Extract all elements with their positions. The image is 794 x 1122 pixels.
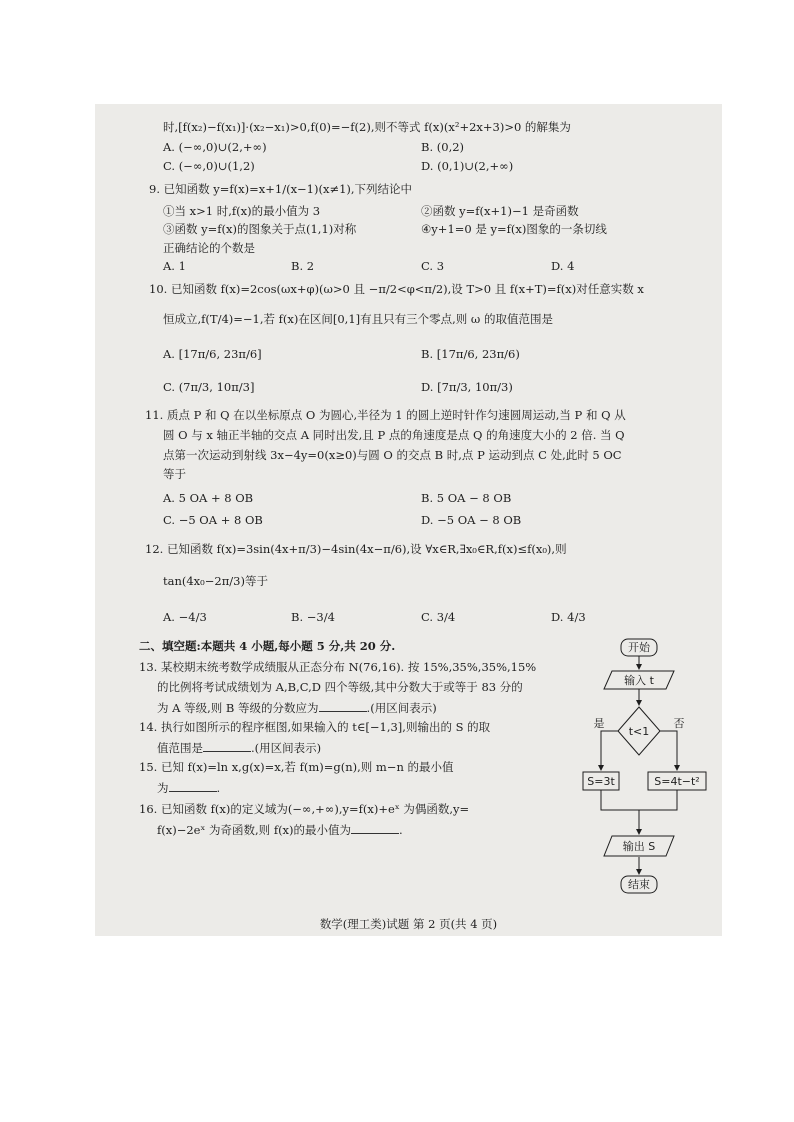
q13-stem-line2: 的比例将考试成绩划为 A,B,C,D 四个等级,其中分数大于或等于 83 分的 <box>157 680 523 694</box>
flowchart-yes-label: 是 <box>593 717 605 730</box>
flowchart-input-label: 输入 t <box>624 674 654 687</box>
q11-stem-line3: 点第一次运动到射线 3x−4y=0(x≥0)与圆 O 的交点 B 时,点 P 运动到点 C 处,此时 5 OC <box>163 448 622 462</box>
q9-statement-1: ①当 x>1 时,f(x)的最小值为 3 <box>163 204 321 218</box>
q14-text-tail: .(用区间表示) <box>251 741 322 755</box>
q9-option-b: B. 2 <box>291 259 315 273</box>
q11-stem-line2: 圆 O 与 x 轴正半轴的交点 A 同时出发,且 P 点的角速度是点 Q 的角速度大小的 2 倍. 当 Q <box>163 428 625 442</box>
flowchart-no-label: 否 <box>673 717 685 730</box>
q12-option-b: B. −3/4 <box>291 610 335 624</box>
q10-option-b: B. [17π/6, 23π/6) <box>421 347 520 361</box>
flowchart-start-label: 开始 <box>628 641 650 654</box>
flowchart-right-label: S=4t−t² <box>654 775 700 788</box>
q16-text: f(x)−2eˣ 为奇函数,则 f(x)的最小值为 <box>157 823 352 837</box>
q10-option-a: A. [17π/6, 23π/6] <box>163 347 262 361</box>
q8-stem: 时,[f(x₂)−f(x₁)]·(x₂−x₁)>0,f(0)=−f(2),则不等式 f(x)(x²+2x+3)>0 的解集为 <box>163 120 571 134</box>
q11-stem-line1: 11. 质点 P 和 Q 在以坐标原点 O 为圆心,半径为 1 的圆上逆时针作匀速圆周运动,当 P 和 Q 从 <box>145 408 626 422</box>
flowchart-end-label: 结束 <box>628 878 650 891</box>
q9-statement-2: ②函数 y=f(x+1)−1 是奇函数 <box>421 204 579 218</box>
q16-stem-line2 <box>157 822 403 838</box>
q15-stem-line2 <box>157 780 220 796</box>
q9-option-c: C. 3 <box>421 259 445 273</box>
q13-stem-line3 <box>157 700 437 716</box>
q9-question: 正确结论的个数是 <box>163 241 255 255</box>
exam-page <box>95 104 722 936</box>
q9-option-d: D. 4 <box>551 259 575 273</box>
q8-option-c: C. (−∞,0)∪(1,2) <box>163 159 255 173</box>
q9-statement-4: ④y+1=0 是 y=f(x)图象的一条切线 <box>421 222 607 236</box>
q12-option-d: D. 4/3 <box>551 610 586 624</box>
q10-stem-line1: 10. 已知函数 f(x)=2cos(ωx+φ)(ω>0 且 −π/2<φ<π/2),设 T>0 且 f(x+T)=f(x)对任意实数 x <box>149 282 644 296</box>
flowchart-left-label: S=3t <box>587 775 615 788</box>
q12-option-c: C. 3/4 <box>421 610 456 624</box>
q11-option-c: C. −5 OA + 8 OB <box>163 513 263 527</box>
q15-text: 为 <box>157 781 169 795</box>
q11-option-b: B. 5 OA − 8 OB <box>421 491 512 505</box>
q15-text-tail: . <box>216 781 221 795</box>
q15-stem-line1: 15. 已知 f(x)=ln x,g(x)=x,若 f(m)=g(n),则 m−n 的最小值 <box>139 760 454 774</box>
q14-text: 值范围是 <box>157 741 203 755</box>
q11-option-d: D. −5 OA − 8 OB <box>421 513 522 527</box>
page-footer: 数学(理工类)试题 第 2 页(共 4 页) <box>319 917 498 931</box>
q12-stem-line2: tan(4x₀−2π/3)等于 <box>163 574 268 588</box>
q16-stem-line1: 16. 已知函数 f(x)的定义域为(−∞,+∞),y=f(x)+eˣ 为偶函数,y= <box>139 802 470 816</box>
q13-text-tail: .(用区间表示) <box>366 701 437 715</box>
q16-answer-blank[interactable] <box>351 822 399 834</box>
flowchart-output-label: 输出 S <box>622 840 656 853</box>
q8-option-d: D. (0,1)∪(2,+∞) <box>421 159 514 173</box>
q14-stem-line1: 14. 执行如图所示的程序框图,如果输入的 t∈[−1,3],则输出的 S 的取 <box>139 720 491 734</box>
q13-text: 为 A 等级,则 B 等级的分数应为 <box>157 701 319 715</box>
q9-statement-3: ③函数 y=f(x)的图象关于点(1,1)对称 <box>163 222 357 236</box>
q12-stem-line1: 12. 已知函数 f(x)=3sin(4x+π/3)−4sin(4x−π/6),设 ∀x∈R,∃x₀∈R,f(x)≤f(x₀),则 <box>145 542 567 556</box>
section-heading: 二、填空题:本题共 4 小题,每小题 5 分,共 20 分. <box>139 639 396 653</box>
q9-option-a: A. 1 <box>163 259 186 273</box>
flow-arrow-no <box>660 731 677 770</box>
q13-stem-line1: 13. 某校期末统考数学成绩服从正态分布 N(76,16). 按 15%,35%,35%,15% <box>139 660 537 674</box>
q16-text-tail: . <box>399 823 403 837</box>
q15-answer-blank[interactable] <box>169 780 217 792</box>
q8-option-a: A. (−∞,0)∪(2,+∞) <box>163 140 267 154</box>
q13-answer-blank[interactable] <box>319 700 367 712</box>
q8-option-b: B. (0,2) <box>421 140 465 154</box>
q12-option-a: A. −4/3 <box>163 610 207 624</box>
program-flowchart <box>587 634 715 899</box>
q9-stem: 9. 已知函数 y=f(x)=x+1/(x−1)(x≠1),下列结论中 <box>149 182 413 196</box>
flow-arrow-yes <box>601 731 618 770</box>
q11-option-a: A. 5 OA + 8 OB <box>163 491 254 505</box>
flow-merge-line <box>601 790 677 810</box>
flowchart-decision-label: t<1 <box>628 725 650 738</box>
q10-option-d: D. [7π/3, 10π/3) <box>421 380 513 394</box>
q11-stem-line4: 等于 <box>163 467 186 481</box>
q14-answer-blank[interactable] <box>203 740 251 752</box>
q10-option-c: C. (7π/3, 10π/3] <box>163 380 255 394</box>
q10-stem-line2: 恒成立,f(T/4)=−1,若 f(x)在区间[0,1]有且只有三个零点,则 ω 的取值范围是 <box>163 312 553 326</box>
q14-stem-line2 <box>157 740 321 756</box>
